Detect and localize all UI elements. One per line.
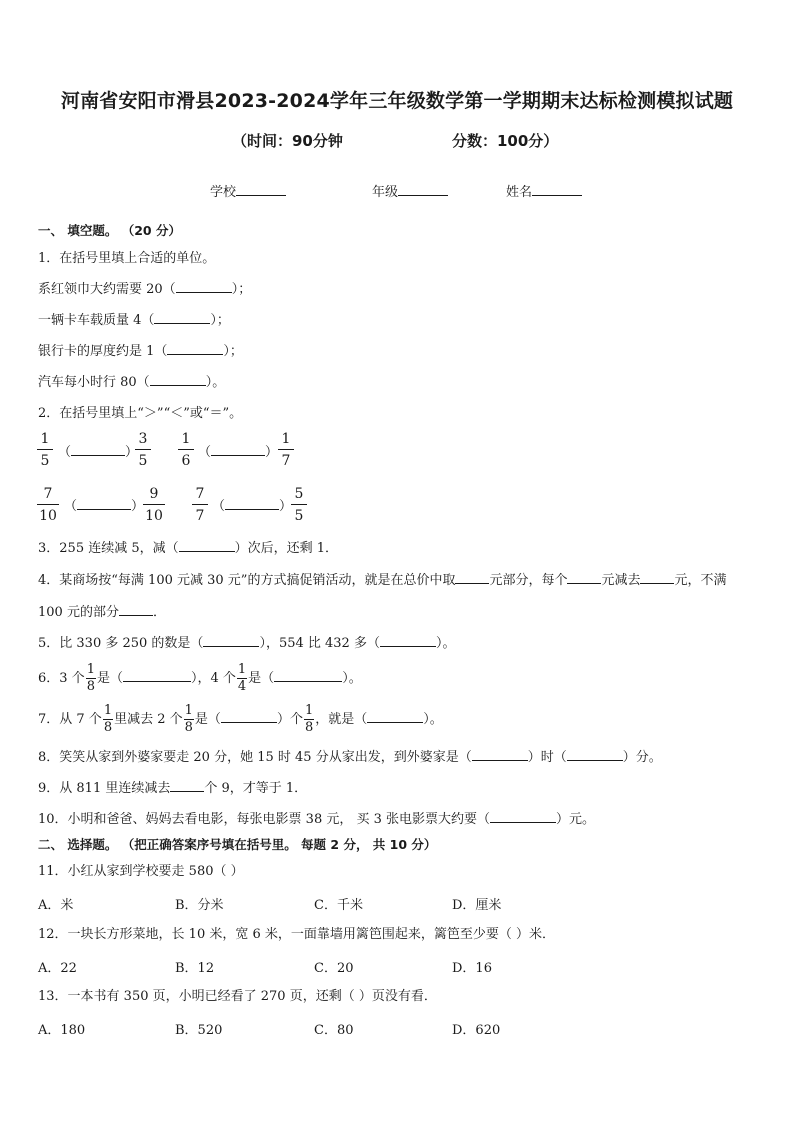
q1-item-1: 系红领巾大约需要 20（ ）； [38, 282, 252, 297]
q1-item-3: 银行卡的厚度约是 1（ ）； [38, 344, 243, 359]
fraction: $\frac{5}{5}$ [291, 484, 307, 527]
q4-line-1: 4．某商场按“每满 100 元减 30 元”的方式搞促销活动，就是在总价中取 元部分，每个 元减去 元，不满 [38, 573, 727, 588]
fraction: $\frac{7}{7}$ [192, 484, 208, 527]
grade-blank[interactable] [398, 195, 448, 196]
inline-fraction: $\frac{1}{8}$ [184, 703, 193, 735]
q9: 9．从 811 里连续减去 个 9，才等于 1． [38, 781, 308, 796]
inline-fraction: $\frac{1}{8}$ [304, 703, 314, 735]
fraction: $\frac{3}{5}$ [135, 429, 151, 472]
q12-stem: 12．一块长方形菜地，长 10 米，宽 6 米，一面靠墙用篱笆围起来，篱笆至少要（ ）米． [38, 927, 556, 942]
answer-blank[interactable] [167, 354, 223, 355]
answer-blank[interactable] [221, 722, 277, 723]
name-blank[interactable] [532, 195, 582, 196]
q4-line-2: 100 元的部分 ． [38, 605, 166, 620]
answer-blank[interactable] [567, 760, 623, 761]
school-field [210, 181, 286, 200]
q1-stem: 1．在括号里填上合适的单位。 [38, 251, 216, 266]
q1-item-4: 汽车每小时行 80（ ）。 [38, 375, 226, 390]
q6: 6．3 个 $\frac{1}{8}$ 是（ ），4 个 $\frac{1}{4}$ 是（ ）。 [38, 662, 362, 694]
fraction: $\frac{7}{10}$ [37, 484, 59, 527]
q12-option-d[interactable]: D．16 [452, 961, 492, 976]
school-blank[interactable] [236, 195, 286, 196]
inline-fraction: $\frac{1}{8}$ [103, 703, 113, 735]
answer-blank[interactable] [170, 791, 204, 792]
answer-blank[interactable] [154, 323, 210, 324]
compare-slot[interactable]: （ ） [198, 445, 279, 460]
q12-option-b[interactable]: B．12 [175, 961, 215, 976]
name-field [506, 181, 582, 200]
fraction: $\frac{1}{7}$ [278, 429, 294, 472]
q8: 8．笑笑从家到外婆家要走 20 分，她 15 时 45 分从家出发，到外婆家是（ ）时（ ）分。 [38, 750, 662, 765]
inline-fraction: $\frac{1}{8}$ [86, 662, 95, 694]
q13-option-c[interactable]: C．80 [314, 1023, 354, 1038]
section2-heading: 二、 选择题。 （把正确答案序号填在括号里。 每题 2 分， 共 10 分） [38, 837, 437, 852]
answer-blank[interactable] [123, 681, 191, 682]
school-label: 学校 [210, 185, 237, 200]
exam-time: （时间：90分钟 [232, 132, 343, 150]
answer-blank[interactable] [274, 681, 342, 682]
fraction: $\frac{1}{6}$ [178, 429, 194, 472]
exam-title: 河南省安阳市滑县2023-2024学年三年级数学第一学期期末达标检测模拟试题 [60, 90, 734, 112]
q13-option-b[interactable]: B．520 [175, 1023, 223, 1038]
answer-blank[interactable] [176, 292, 232, 293]
answer-blank[interactable] [380, 646, 436, 647]
answer-blank[interactable] [150, 385, 206, 386]
compare-slot[interactable]: （ ） [64, 499, 145, 514]
fraction: $\frac{1}{5}$ [37, 429, 53, 472]
q11-option-c[interactable]: C．千米 [314, 898, 363, 913]
q11-option-a[interactable]: A．米 [38, 898, 74, 913]
q11-option-d[interactable]: D．厘米 [452, 898, 502, 913]
q12-option-c[interactable]: C．20 [314, 961, 354, 976]
q7: 7．从 7 个 $\frac{1}{8}$ 里减去 2 个 $\frac{1}{8}$ 是（ ）个 $\frac{1}{8}$ ，就是（ ）。 [38, 703, 443, 735]
grade-field [372, 181, 448, 200]
exam-score: 分数：100分） [452, 132, 559, 150]
answer-blank[interactable] [455, 583, 489, 584]
grade-label: 年级 [372, 185, 399, 200]
q11-option-b[interactable]: B．分米 [175, 898, 224, 913]
q5: 5．比 330 多 250 的数是（ ），554 比 432 多（ ）。 [38, 636, 456, 651]
answer-blank[interactable] [640, 583, 674, 584]
answer-blank[interactable] [179, 551, 235, 552]
q11-stem: 11．小红从家到学校要走 580（ ） [38, 864, 244, 879]
q13-stem: 13．一本书有 350 页，小明已经看了 270 页，还剩（ ）页没有看． [38, 989, 437, 1004]
compare-slot[interactable]: （ ） [212, 499, 293, 514]
inline-fraction: $\frac{1}{4}$ [237, 662, 247, 694]
fraction: $\frac{9}{10}$ [143, 484, 165, 527]
answer-blank[interactable] [490, 822, 556, 823]
section1-heading: 一、 填空题。 （20 分） [38, 223, 181, 238]
answer-blank[interactable] [203, 646, 259, 647]
answer-blank[interactable] [472, 760, 528, 761]
q13-option-d[interactable]: D．620 [452, 1023, 501, 1038]
q2-stem: 2．在括号里填上“＞”“＜”或“＝”。 [38, 406, 243, 421]
q12-option-a[interactable]: A．22 [38, 961, 77, 976]
compare-slot[interactable]: （ ） [58, 445, 139, 460]
answer-blank[interactable] [567, 583, 601, 584]
answer-blank[interactable] [119, 615, 153, 616]
q1-item-2: 一辆卡车载质量 4（ ）； [38, 313, 230, 328]
name-label: 姓名 [506, 185, 533, 200]
answer-blank[interactable] [367, 722, 423, 723]
q10: 10．小明和爸爸、妈妈去看电影，每张电影票 38 元， 买 3 张电影票大约要（ ）元。 [38, 812, 596, 827]
q13-option-a[interactable]: A．180 [38, 1023, 86, 1038]
q3: 3．255 连续减 5，减（ ）次后，还剩 1． [38, 541, 339, 556]
